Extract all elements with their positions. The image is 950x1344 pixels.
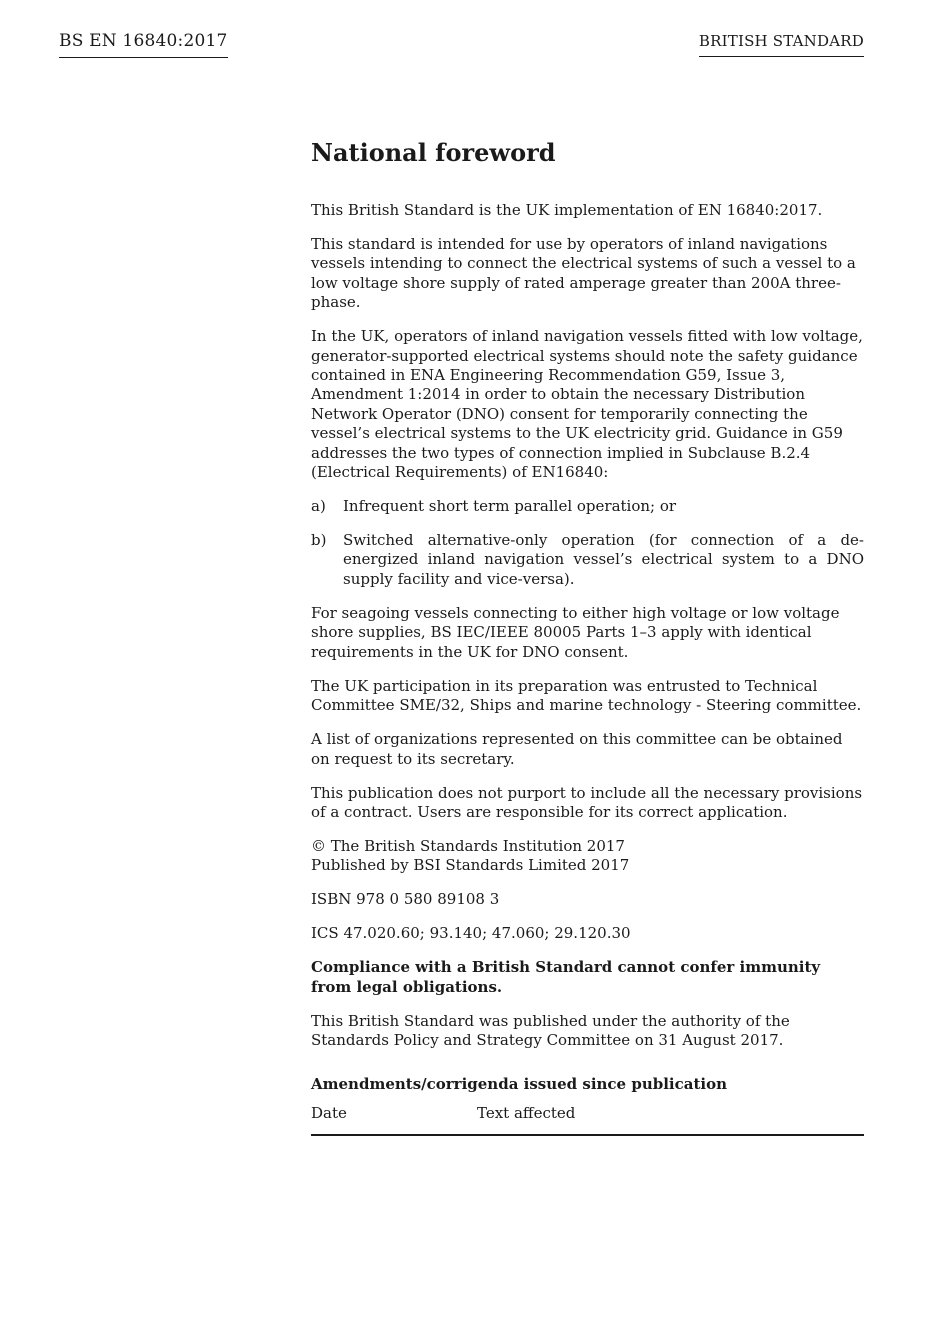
list-item-text: Infrequent short term parallel operation; or [343,497,677,516]
list-item-text: Switched alternative-only operation (for connection of a de-energized inland navigation vessel’s electrical system to a DNO supply facility and vice-versa). [343,531,864,588]
paragraph-seagoing: For seagoing vessels connecting to either high voltage or low voltage shore supplies, BS IEC/IEEE 80005 Parts 1–3 apply with identical requirements in the UK for DNO consent. [311,603,840,661]
paragraph-implementation: This British Standard is the UK implementation of EN 16840:2017. [311,201,823,219]
ics-codes: ICS 47.020.60; 93.140; 47.060; 29.120.30 [311,924,631,943]
page-title: National foreword [311,138,556,167]
foreword-content [311,138,864,1136]
compliance-notice: Compliance with a British Standard cannot confer immunity from legal obligations. [311,958,821,996]
header-standard-number: BS EN 16840:2017 [59,31,228,58]
list-item [311,497,864,516]
amendments-column-text: Text affected [477,1103,576,1122]
authority-statement: This British Standard was published under the authority of the Standards Policy and Strategy Committee on 31 August 2017. [311,1011,790,1050]
amendments-heading: Amendments/corrigenda issued since publication [311,1074,727,1093]
copyright-line: © The British Standards Institution 2017 [311,836,625,855]
published-by-line: Published by BSI Standards Limited 2017 [311,856,630,875]
list-item [311,531,864,589]
list-marker: a) [311,497,326,516]
header-publisher-label: BRITISH STANDARD [699,32,864,57]
isbn: ISBN 978 0 580 89108 3 [311,890,500,909]
paragraph-provisions: This publication does not purport to include all the necessary provisions of a contract. Users are responsible for its correct application. [311,783,863,821]
amendments-column-date: Date [311,1103,347,1122]
amendments-table [311,1104,864,1136]
paragraph-scope: This standard is intended for use by operators of inland navigations vessels intending to connect the electrical systems of such a vessel to a low voltage shore supply of rated amperage greater than 200A three-phase. [311,235,856,312]
paragraph-uk-guidance: In the UK, operators of inland navigation vessels fitted with low voltage, generator-supported electrical systems should note the safety guidance contained in ENA Engineering Recommendation G59, Issue 3, Amendment 1:2014 in order to obtain the necessary Distribution Network Operator (DNO) consent for temporarily connecting the vessel’s electrical systems to the UK electricity grid. Guidance in G59 addresses the two types of connection implied in Subclause B.2.4 (Electrical Requirements) of EN16840: [311,327,863,482]
copyright-block [311,837,864,876]
paragraph-committee: The UK participation in its preparation was entrusted to Technical Committee SME/32, Ships and marine technology - Steering committee. [311,676,862,715]
list-marker: b) [311,531,327,550]
paragraph-organizations: A list of organizations represented on this committee can be obtained on request to its secretary. [311,730,843,768]
